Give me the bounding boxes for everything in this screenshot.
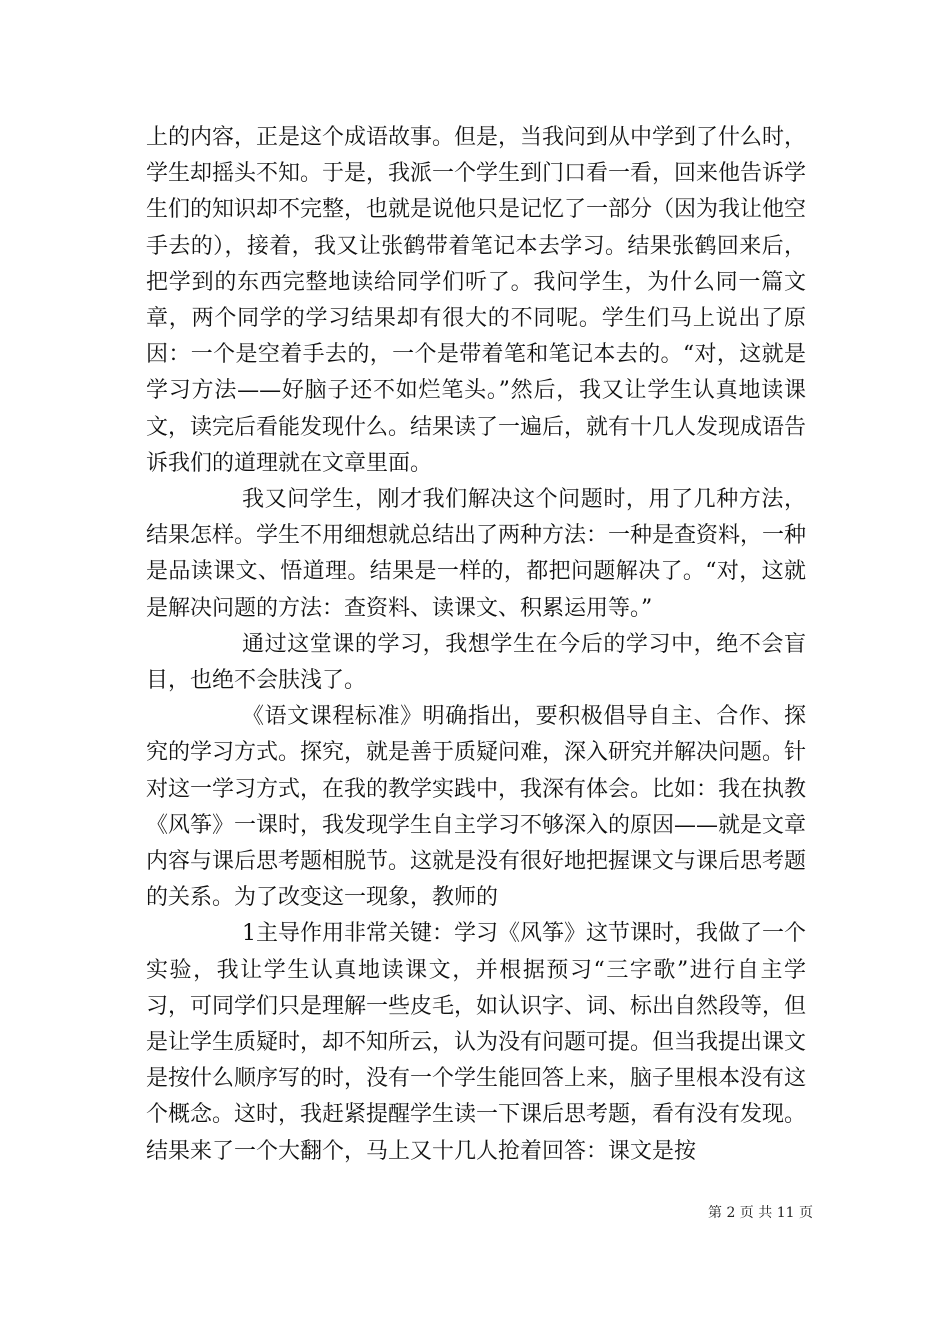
paragraph-5: 1主导作用非常关键：学习《风筝》这节课时，我做了一个实验，我让学生认真地读课文，并根据预习“三字歌”进行自主学习，可同学们只是理解一些皮毛，如认识字、词、标出自然段等，但是让学生质疑时，却不知所云，认为没有问题可提。但当我提出课文是按什么顺序写的时，没有一个学生能回答上来，脑子里根本没有这个概念。这时，我赶紧提醒学生读一下课后思考题，看有没有发现。结果来了一个大翻个，马上又十几人抢着回答：课文是按 xyxy=(146,921,807,1164)
page-number: 第 2 页 共 11 页 xyxy=(708,1205,813,1221)
paragraph-1: 上的内容，正是这个成语故事。但是，当我问到从中学到了什么时，学生却摇头不知。于是，我派一个学生到门口看一看，回来他告诉学生们的知识却不完整，也就是说他只是记忆了一部分（因为我让他空手去的），接着，我又让张鹤带着笔记本去学习。结果张鹤回来后，把学到的东西完整地读给同学们听了。我问学生，为什么同一篇文章，两个同学的学习结果却有很大的不同呢。学生们马上说出了原因：一个是空着手去的，一个是带着笔和笔记本去的。“对，这就是学习方法——好脑子还不如烂笔头。”然后，我又让学生认真地读课文，读完后看能发现什么。结果读了一遍后，就有十几人发现成语告诉我们的道理就在文章里面。 xyxy=(146,125,807,476)
paragraph-3: 通过这堂课的学习，我想学生在今后的学习中，绝不会盲目，也绝不会肤浅了。 xyxy=(146,631,806,694)
paragraph-4: 《语文课程标准》明确指出，要积极倡导自主、合作、探究的学习方式。探究，就是善于质疑问难，深入研究并解决问题。针对这一学习方式，在我的教学实践中，我深有体会。比如：我在执教《风筝》一课时，我发现学生自主学习不够深入的原因——就是文章内容与课后思考题相脱节。这就是没有很好地把握课文与课后思考题的关系。为了改变这一现象，教师的 xyxy=(146,704,807,911)
paragraph-2: 我又问学生，刚才我们解决这个问题时，用了几种方法，结果怎样。学生不用细想就总结出了两种方法：一种是查资料，一种是品读课文、悟道理。结果是一样的，都把问题解决了。“对，这就是解决问题的方法：查资料、读课文、积累运用等。” xyxy=(146,487,807,621)
document-body xyxy=(146,120,806,1170)
